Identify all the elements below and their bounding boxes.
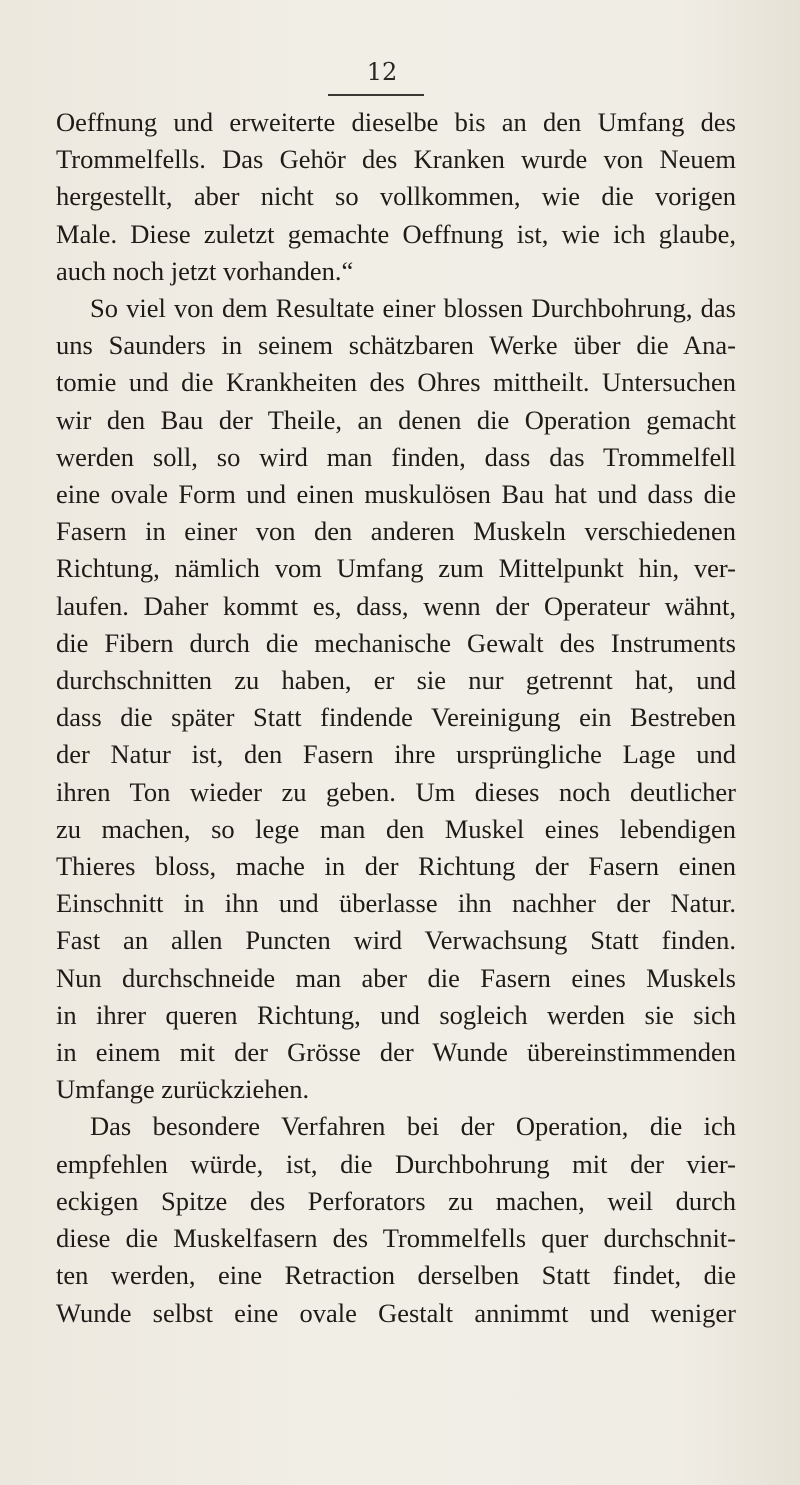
text-line: Trommelfells. Das Gehör des Kranken wurde von Neuem [56, 144, 736, 175]
paragraph-3 [56, 1108, 736, 1331]
text-line: Wunde selbst eine ovale Gestalt annimmt und weniger [56, 1297, 736, 1328]
text-line: uns Saunders in seinem schätzbaren Werke über die Ana- [56, 330, 736, 361]
text-line: laufen. Daher kommt es, dass, wenn der Operateur wähnt, [56, 590, 736, 621]
text-line: ten werden, eine Retraction derselben Statt findet, die [56, 1260, 736, 1291]
text-line: eine ovale Form und einen muskulösen Bau hat und dass die [56, 479, 736, 510]
body-text [56, 104, 736, 1332]
paragraph-1 [56, 104, 736, 290]
text-line: werden soll, so wird man finden, dass das Trommelfell [56, 441, 736, 472]
text-line: tomie und die Krankheiten des Ohres mittheilt. Untersuchen [56, 367, 736, 398]
text-line: auch noch jetzt vorhanden.“ [56, 255, 354, 286]
text-line: der Natur ist, den Fasern ihre ursprüngliche Lage und [56, 739, 736, 770]
text-line: eckigen Spitze des Perforators zu machen, weil durch [56, 1185, 736, 1216]
text-line: Oeffnung und erweiterte dieselbe bis an den Umfang des [56, 107, 736, 137]
text-line: Fasern in einer von den anderen Muskeln verschiedenen [56, 516, 736, 547]
text-line: durchschnitten zu haben, er sie nur getrennt hat, und [56, 665, 736, 696]
text-line: Einschnitt in ihn und überlasse ihn nachher der Natur. [56, 888, 736, 919]
text-line: Umfange zurückziehen. [56, 1074, 310, 1105]
text-line: Richtung, nämlich vom Umfang zum Mittelpunkt hin, ver- [56, 553, 736, 584]
text-line: zu machen, so lege man den Muskel eines lebendigen [56, 813, 736, 844]
text-line: Thieres bloss, mache in der Richtung der Fasern einen [56, 851, 736, 882]
text-line: Das besondere Verfahren bei der Operation, die ich [90, 1111, 736, 1142]
page-number: 12 [366, 58, 398, 86]
text-line: in einem mit der Grösse der Wunde übereinstimmenden [56, 1037, 736, 1068]
text-line: Male. Diese zuletzt gemachte Oeffnung ist, wie ich glaube, [56, 218, 736, 249]
text-line: die Fibern durch die mechanische Gewalt des Instruments [56, 627, 736, 658]
text-line: Nun durchschneide man aber die Fasern eines Muskels [56, 962, 736, 993]
text-line: empfehlen würde, ist, die Durchbohrung mit der vier- [56, 1148, 736, 1179]
text-line: So viel von dem Resultate einer blossen Durchbohrung, das [90, 293, 736, 324]
text-line: wir den Bau der Theile, an denen die Operation gemacht [56, 404, 736, 435]
paragraph-2 [56, 290, 736, 1108]
text-line: Fast an allen Puncten wird Verwachsung Statt finden. [56, 925, 736, 956]
text-line: diese die Muskelfasern des Trommelfells quer durchschnit- [56, 1223, 736, 1254]
text-line: ihren Ton wieder zu geben. Um dieses noch deutlicher [56, 776, 736, 807]
text-line: hergestellt, aber nicht so vollkommen, wie die vorigen [56, 181, 736, 212]
header-rule [328, 94, 424, 96]
text-line: dass die später Statt findende Vereinigung ein Bestreben [56, 702, 736, 733]
text-line: in ihrer queren Richtung, und sogleich werden sie sich [56, 999, 736, 1030]
